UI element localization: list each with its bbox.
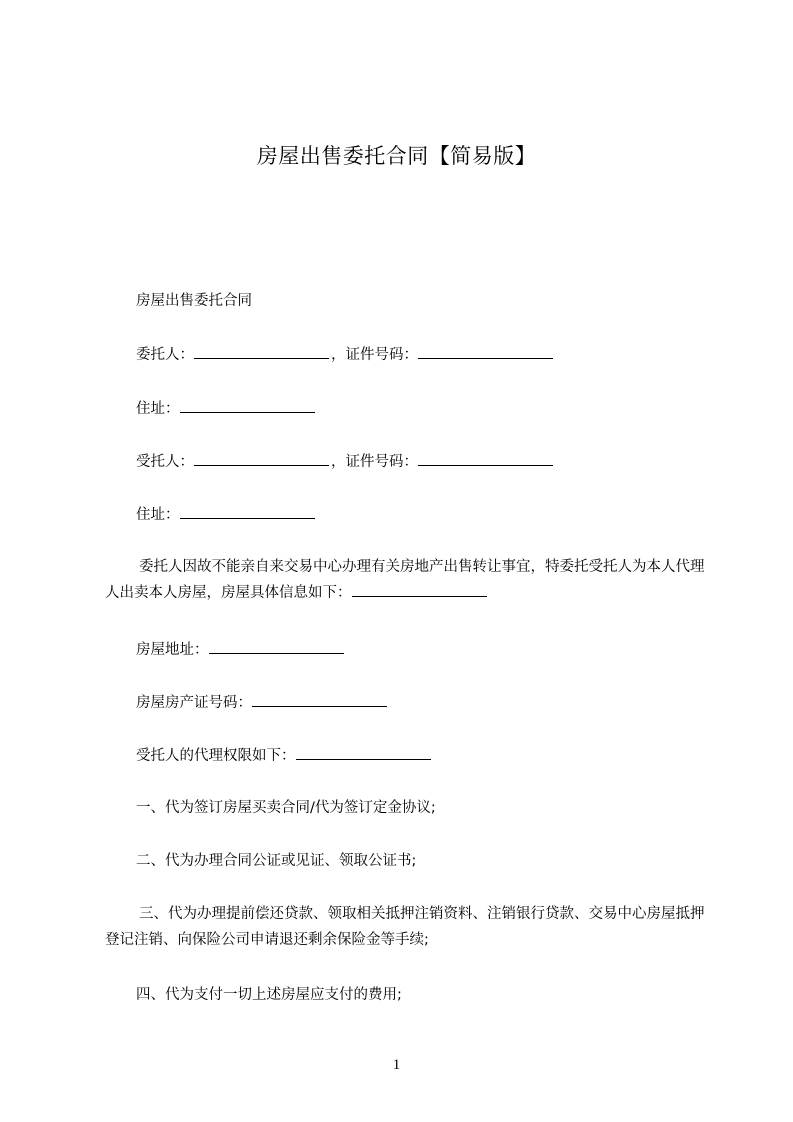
agent-address-label: 住址：: [136, 507, 180, 523]
authority-item-1: 一、代为签订房屋买卖合同/代为签订定金协议;: [136, 800, 436, 816]
entrust-paragraph: [105, 554, 705, 606]
document-title: 房屋出售委托合同【简易版】: [256, 144, 537, 168]
principal-id-blank[interactable]: [418, 344, 553, 359]
agent-line: [136, 451, 555, 472]
house-cert-line: [136, 692, 389, 713]
house-cert-label: 房屋房产证号码：: [136, 695, 252, 711]
agent-id-blank[interactable]: [418, 451, 553, 466]
authority-item-2: 二、代为办理合同公证或见证、领取公证书;: [136, 853, 417, 869]
principal-address-line: [136, 398, 317, 419]
principal-address-label: 住址：: [136, 401, 180, 417]
agent-address-blank[interactable]: [180, 504, 315, 519]
agent-authority-line: [136, 745, 433, 766]
house-address-line: [136, 639, 346, 660]
principal-address-blank[interactable]: [180, 398, 315, 413]
entrust-text: 委托人因故不能亲自来交易中心办理有关房地产出售转让事宜，特委托受托人为本人代理人出卖本人房屋，房屋具体信息如下：: [105, 559, 705, 601]
agent-label: 受托人：: [136, 454, 194, 470]
agent-address-line: [136, 504, 317, 525]
authority-item-3: [105, 901, 705, 953]
authority-item-4: 四、代为支付一切上述房屋应支付的费用;: [136, 987, 402, 1003]
principal-label: 委托人：: [136, 347, 194, 363]
agent-id-label: ，证件号码：: [331, 454, 418, 470]
agent-authority-label: 受托人的代理权限如下：: [136, 748, 296, 764]
agent-name-blank[interactable]: [194, 451, 329, 466]
agent-authority-blank[interactable]: [296, 745, 431, 760]
authority-item-3-text: 三、代为办理提前偿还贷款、领取相关抵押注销资料、注销银行贷款、交易中心房屋抵押登记注销、向保险公司申请退还剩余保险金等手续;: [105, 906, 705, 948]
principal-id-label: ，证件号码：: [331, 347, 418, 363]
principal-name-blank[interactable]: [194, 344, 329, 359]
house-address-blank[interactable]: [209, 639, 344, 654]
house-info-blank[interactable]: [352, 582, 487, 597]
principal-line: [136, 344, 555, 365]
contract-heading: 房屋出售委托合同: [136, 293, 252, 309]
house-address-label: 房屋地址：: [136, 642, 209, 658]
house-cert-blank[interactable]: [252, 692, 387, 707]
page-number: 1: [392, 1057, 401, 1073]
